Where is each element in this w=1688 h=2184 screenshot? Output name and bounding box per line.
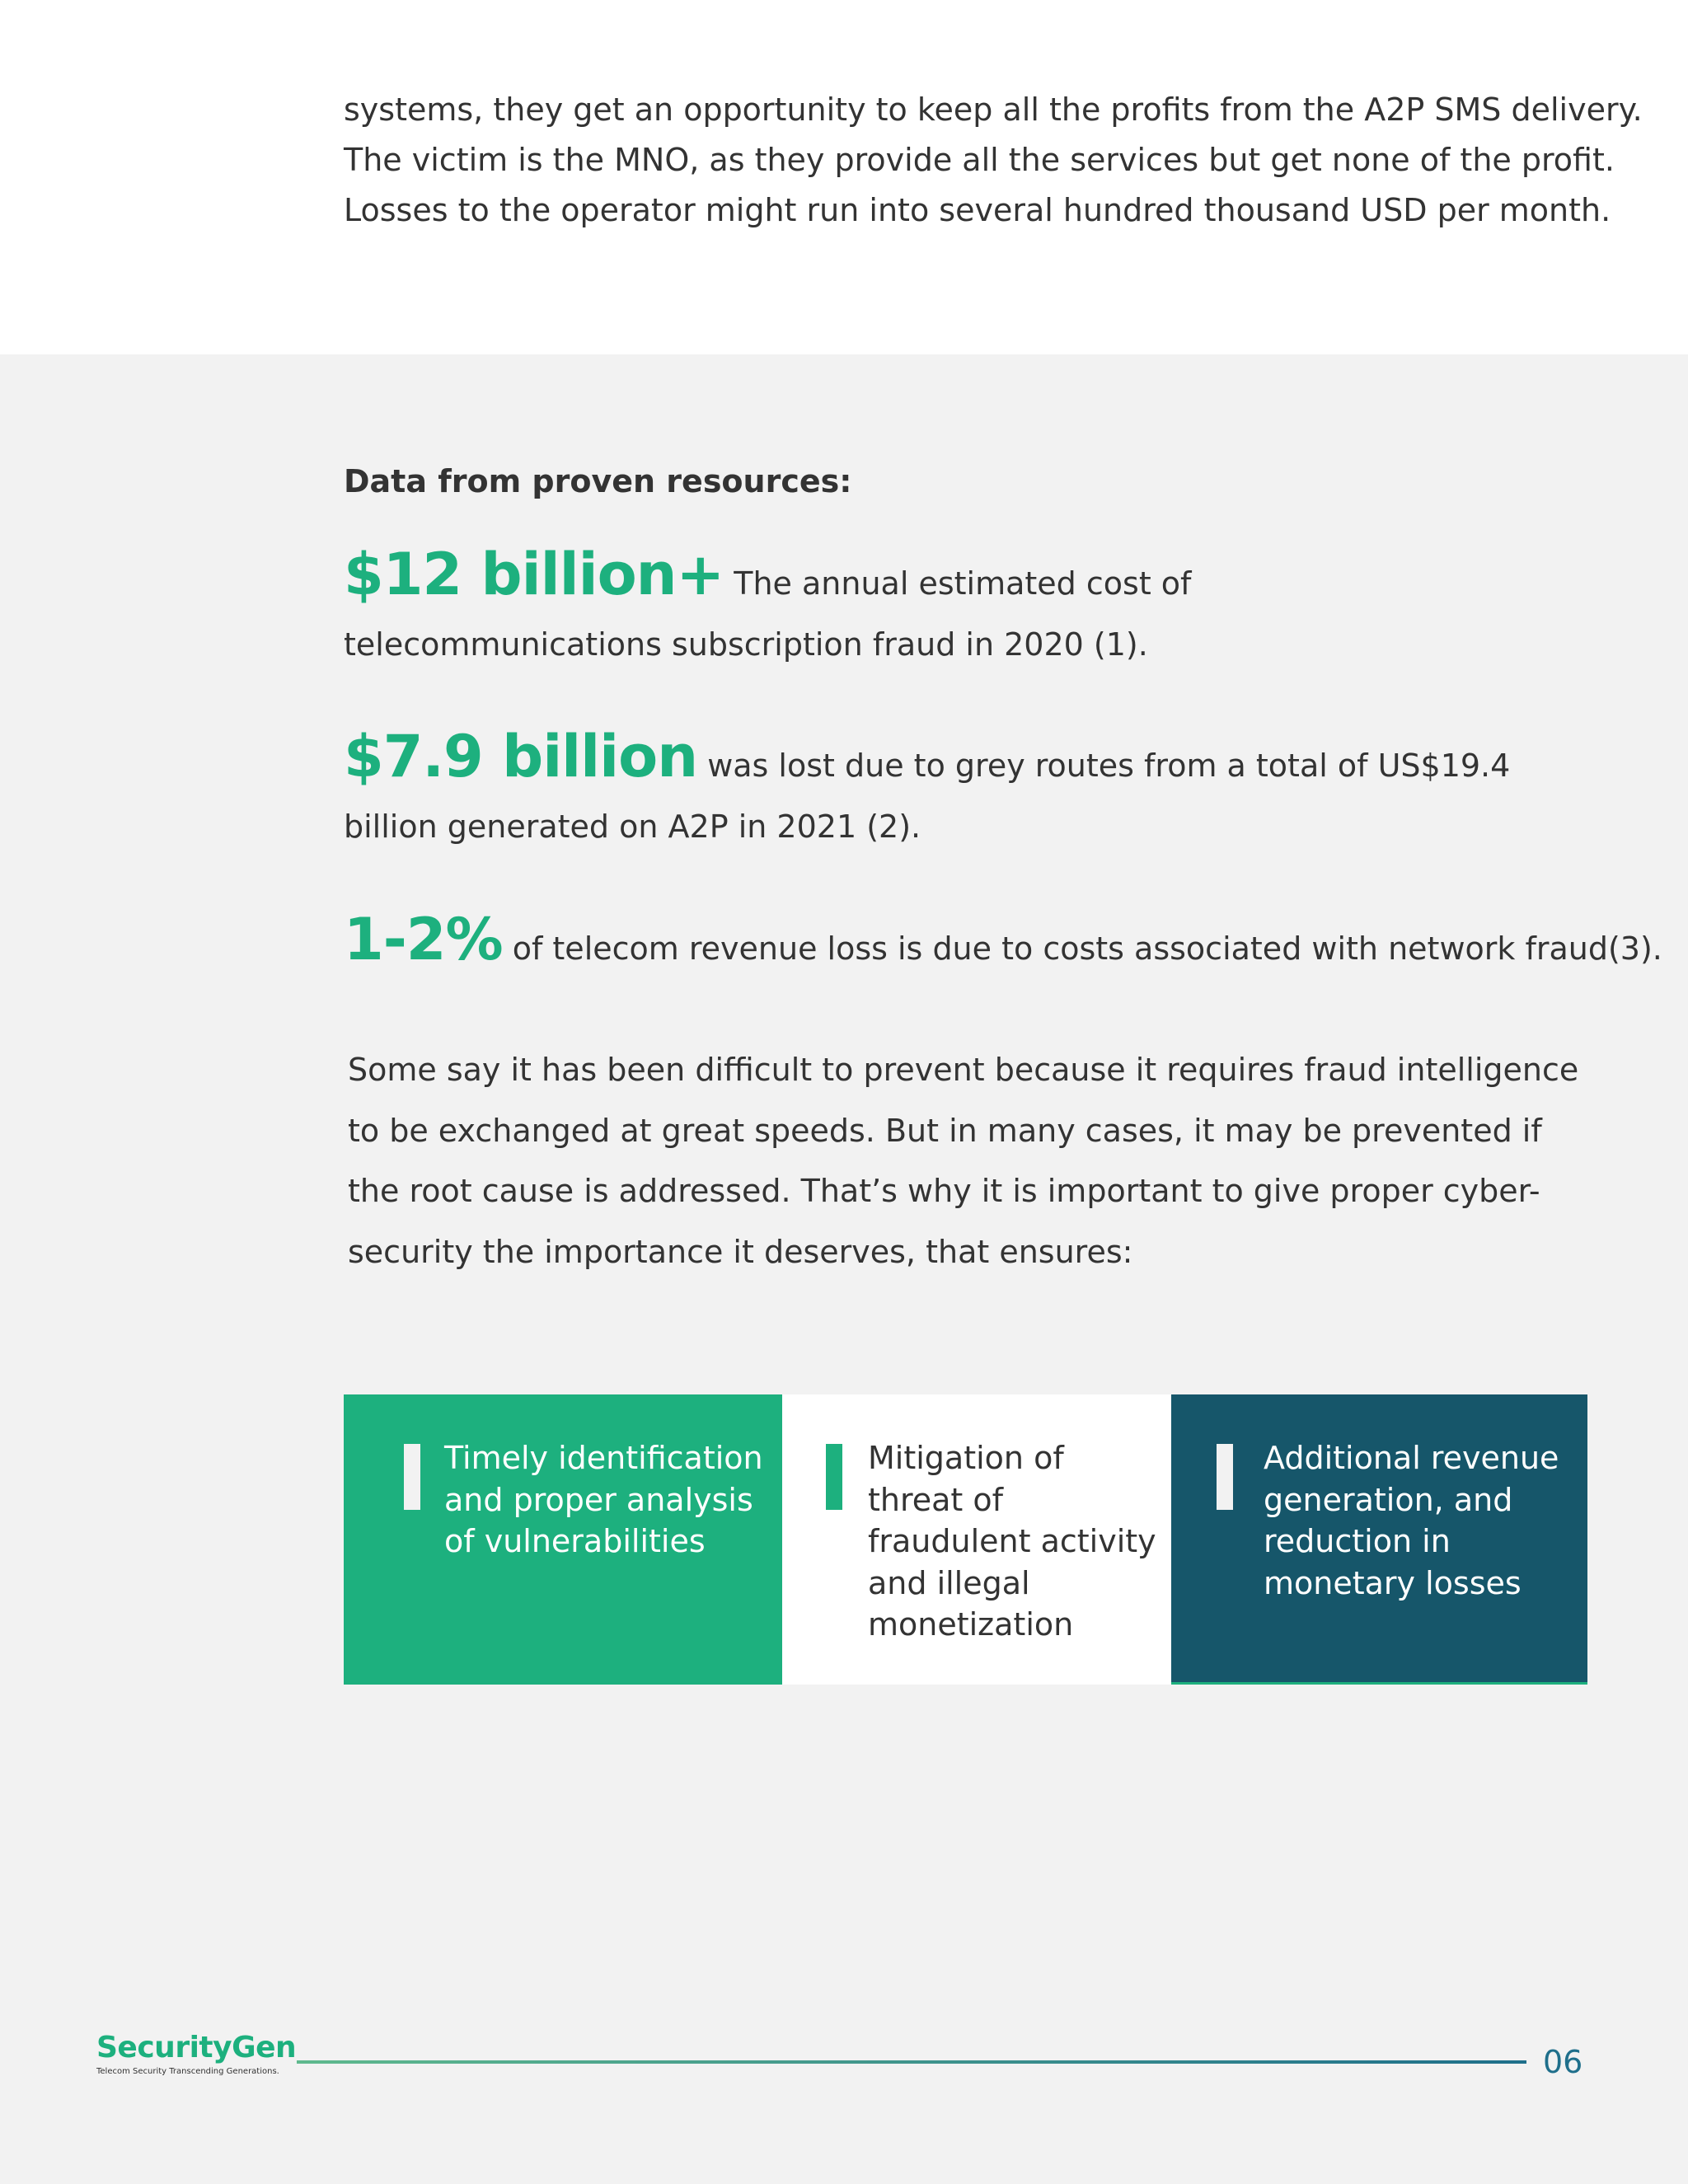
footer-divider — [297, 2060, 1526, 2064]
card-text: Additional revenue generation, and reduction in monetary losses — [1264, 1440, 1559, 1601]
body-paragraph: Some say it has been difficult to prevent because it requires fraud intelligence to be exchanged at great speeds. But in many cases, it may be prevented if the root cause is addressed. That’s why it is important to give proper cyber-security the importance it deserves, that ensures: — [348, 1052, 1579, 1270]
intro-line: The victim is the MNO, as they provide all the services but get none of the profit. — [344, 142, 1615, 178]
section-heading: Data from proven resources: — [344, 463, 852, 499]
stat-description: The annual estimated cost of telecommunications subscription fraud in 2020 (1). — [344, 565, 1192, 663]
company-logo: SecurityGen — [96, 2031, 297, 2064]
stat-item — [344, 906, 1662, 979]
page-number: 06 — [1543, 2044, 1583, 2080]
stat-description: was lost due to grey routes from a total of US$19.4 billion generated on A2P in 2021 (2). — [344, 748, 1511, 845]
benefit-card — [344, 1394, 782, 1685]
intro-line: systems, they get an opportunity to keep all the profits from the A2P SMS delivery. — [344, 91, 1643, 128]
card-text: Timely identification and proper analysis of vulnerabilities — [444, 1440, 763, 1559]
stat-item — [344, 723, 1597, 857]
stat-description: of telecom revenue loss is due to costs associated with network fraud(3). — [512, 930, 1662, 967]
benefit-cards — [344, 1394, 1587, 1685]
card-accent-bar — [826, 1444, 842, 1510]
card-text: Mitigation of threat of fraudulent activity and illegal monetization — [868, 1440, 1156, 1643]
benefit-card — [782, 1394, 1171, 1685]
intro-line: Losses to the operator might run into several hundred thousand USD per month. — [344, 192, 1611, 228]
benefit-card — [1171, 1394, 1587, 1685]
stat-value: $7.9 billion — [344, 723, 698, 790]
card-accent-bar — [1217, 1444, 1233, 1510]
stat-item — [344, 541, 1448, 675]
card-accent-bar — [404, 1444, 420, 1510]
logo-tagline: Telecom Security Transcending Generations. — [96, 2067, 279, 2076]
stat-value: $12 billion+ — [344, 541, 724, 608]
intro-text — [344, 85, 1643, 236]
stat-value: 1-2% — [344, 906, 503, 973]
